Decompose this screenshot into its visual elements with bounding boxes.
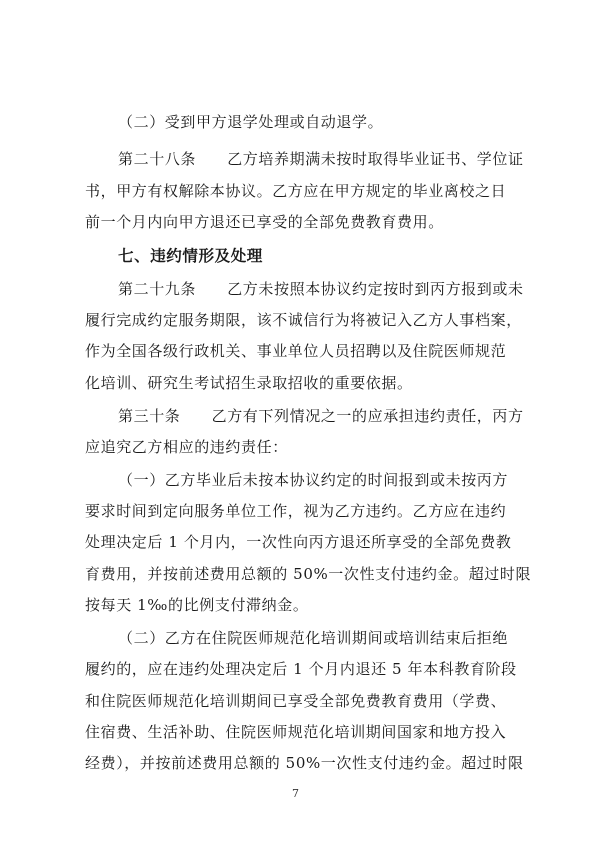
paragraph-line: 前一个月内向甲方退还已享受的全部免费教育费用。: [85, 213, 444, 231]
paragraph-line: （二）受到甲方退学处理或自动退学。: [118, 113, 384, 131]
paragraph-line: 住宿费、生活补助、住院医师规范化培训期间国家和地方投入: [85, 723, 507, 741]
clause-two-line: （二）乙方在住院医师规范化培训期间或培训结束后拒绝: [118, 629, 509, 647]
paragraph-line: 作为全国各级行政机关、事业单位人员招聘以及住院医师规范: [85, 342, 507, 360]
paragraph-line: 按每天 1‰的比例支付滞纳金。: [85, 596, 309, 614]
article-29-line: 第二十九条 乙方未按照本协议约定按时到丙方报到或未: [118, 280, 524, 298]
paragraph-line: 化培训、研究生考试招生录取招收的重要依据。: [85, 374, 413, 392]
article-28-line: 第二十八条 乙方培养期满未按时取得毕业证书、学位证: [118, 150, 524, 168]
clause-one-line: （一）乙方毕业后未按本协议约定的时间报到或未按丙方: [118, 471, 509, 489]
paragraph-line: 育费用，并按前述费用总额的 50%一次性支付违约金。超过时限: [85, 565, 532, 583]
section-heading: 七、违约情形及处理: [118, 247, 263, 265]
paragraph-line: 书，甲方有权解除本协议。乙方应在甲方规定的毕业离校之日: [85, 182, 507, 200]
paragraph-line: 经费），并按前述费用总额的 50%一次性支付违约金。超过时限: [85, 754, 524, 772]
paragraph-line: 要求时间到定向服务单位工作，视为乙方违约。乙方应在违约: [85, 502, 507, 520]
article-30-line: 第三十条 乙方有下列情况之一的应承担违约责任，丙方: [118, 407, 524, 425]
paragraph-line: 处理决定后 1 个月内，一次性向丙方退还所享受的全部免费教: [85, 533, 512, 551]
page-number: 7: [292, 787, 299, 800]
paragraph-line: 和住院医师规范化培训期间已享受全部免费教育费用（学费、: [85, 692, 507, 710]
paragraph-line: 履行完成约定服务期限，该不诚信行为将被记入乙方人事档案，: [85, 311, 522, 329]
paragraph-line: 应追究乙方相应的违约责任：: [85, 438, 288, 456]
paragraph-line: 履约的，应在违约处理决定后 1 个月内退还 5 年本科教育阶段: [85, 660, 517, 678]
